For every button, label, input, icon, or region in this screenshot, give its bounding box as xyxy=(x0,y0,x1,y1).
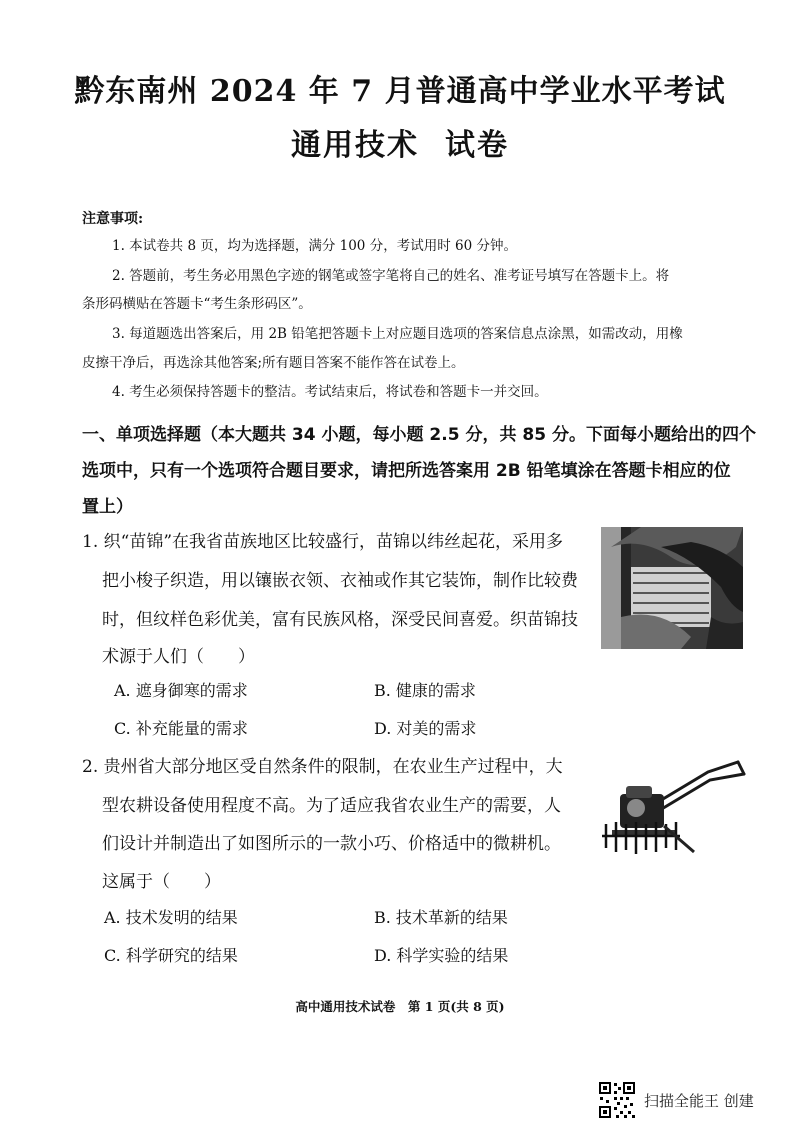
miao-brocade-photo xyxy=(601,527,743,649)
notice-item-4: 4. 考生必须保持答题卡的整洁。考试结束后，将试卷和答题卡一并交回。 xyxy=(112,384,548,400)
notice-item-3: 3. 每道题选出答案后，用 2B 铅笔把答题卡上对应题目选项的答案信息点涂黑，如需改动，用橡 xyxy=(112,326,683,342)
paper-label: 试卷 xyxy=(445,128,509,163)
q1-option-c: C. 补充能量的需求 xyxy=(114,719,248,738)
q2-option-d: D. 科学实验的结果 xyxy=(374,946,509,965)
micro-tiller-photo xyxy=(598,752,746,860)
q1-text-line-2: 把小梭子织造，用以镶嵌衣领、衣袖或作其它装饰，制作比较费 xyxy=(102,571,578,591)
subject-name: 通用技术 xyxy=(291,128,419,163)
q1-option-b: B. 健康的需求 xyxy=(374,681,476,700)
q2-text-line-2: 型农耕设备使用程度不高。为了适应我省农业生产的需要，人 xyxy=(102,796,561,816)
section-heading-line-2: 选项中，只有一个选项符合题目要求，请把所选答案用 2B 铅笔填涂在答题卡相应的位 xyxy=(82,461,731,481)
q2-text-line-3: 们设计并制造出了如图所示的一款小巧、价格适中的微耕机。 xyxy=(102,834,561,854)
notice-item-2: 2. 答题前，考生务必用黑色字迹的钢笔或签字笔将自己的姓名、准考证号填写在答题卡上。将 xyxy=(112,268,670,284)
q2-option-a: A. 技术发明的结果 xyxy=(104,908,238,927)
page-footer: 高中通用技术试卷 第 1 页(共 8 页) xyxy=(295,999,505,1014)
scanner-watermark: 扫描全能王 创建 xyxy=(644,1092,754,1110)
q2-option-b: B. 技术革新的结果 xyxy=(374,908,508,927)
subject-title xyxy=(0,120,800,164)
q2-text-line-1: 2. 贵州省大部分地区受自然条件的限制，在农业生产过程中，大 xyxy=(82,757,563,777)
q2-text-line-4: 这属于（ ） xyxy=(102,872,221,892)
notice-item-1: 1. 本试卷共 8 页，均为选择题，满分 100 分，考试用时 60 分钟。 xyxy=(112,238,517,254)
q2-option-c: C. 科学研究的结果 xyxy=(104,946,238,965)
qr-code-icon xyxy=(598,1081,636,1119)
section-heading-line-3: 置上） xyxy=(82,497,133,517)
section-heading-line-1: 一、单项选择题（本大题共 34 小题，每小题 2.5 分，共 85 分。下面每小题给出的四个 xyxy=(82,425,756,445)
q1-text-line-1: 1. 织“苗锦”在我省苗族地区比较盛行，苗锦以纬丝起花，采用多 xyxy=(82,532,564,552)
q1-text-line-3: 时，但纹样色彩优美，富有民族风格，深受民间喜爱。织苗锦技 xyxy=(102,610,578,630)
notice-item-2-cont: 条形码横贴在答题卡“考生条形码区”。 xyxy=(82,296,312,312)
notice-item-3-cont: 皮擦干净后，再选涂其他答案;所有题目答案不能作答在试卷上。 xyxy=(82,355,465,371)
notice-heading: 注意事项: xyxy=(82,211,144,227)
q1-option-d: D. 对美的需求 xyxy=(374,719,477,738)
q1-text-line-4: 术源于人们（ ） xyxy=(102,647,255,667)
q1-option-a: A. 遮身御寒的需求 xyxy=(114,681,248,700)
exam-title: 黔东南州 2024 年 7 月普通高中学业水平考试 xyxy=(74,74,726,109)
